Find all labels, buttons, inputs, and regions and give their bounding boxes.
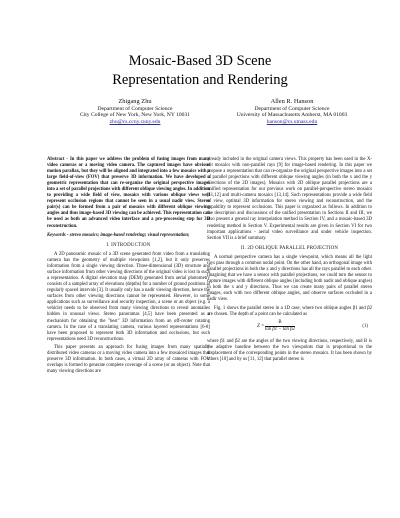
keywords: Keywords - stereo mosaics; image-based rendering; visual representation; xyxy=(47,232,190,238)
author-email-link[interactable]: hanson@cs.umass.edu xyxy=(266,118,318,125)
equation-lhs: Z = xyxy=(257,324,265,330)
paper-title-line2: Representation and Rendering xyxy=(112,72,288,88)
author-name: Zhigang Zhu xyxy=(118,98,152,105)
body-paragraph: where β1 and β2 are the angles of the two viewing directions, respectively, and B is the adaptive baseline between the two viewpoints that is proportional to the displacement of the corresponding points in the stereo mosaics. It has been shown by others [10] and by us [11, 12] that parallel stereo is xyxy=(207,339,372,363)
equation-fraction xyxy=(265,320,295,333)
author-dept: Department of Computer Science xyxy=(97,105,173,112)
author-name: Allen R. Hanson xyxy=(270,98,314,105)
abstract: Abstract - In this paper we address the problem of fusing images from many video cameras or a moving video camera. The captured images have obvious motion parallax, but they will be aligned and integrated into a few mosaics with a large field-of-view (FOV) that preserve 3D information. We have developed a geometric representation that can re-organize the original perspective images into a set of parallel projections with different oblique viewing angles. In addition to providing a wide field of view, mosaics with various oblique views well represent occlusion regions that cannot be seen in a usual nadir view. Stereo pair(s) can be formed from a pair of mosaics with different oblique viewing angles and thus image-based 3D viewing can be achieved. This representation can be used as both an advanced video interface and a pre-processing step for 3D reconstruction. xyxy=(47,157,210,229)
author-block-2 xyxy=(212,99,372,125)
body-paragraph: A normal perspective camera has a single viewpoint, which means all the light rays pass through a common nodal point. On the other hand, an orthogonal image with parallel projections in both the x and y directions has all the rays parallel to each other. Imagining that we have a sensor with parallel projections, we could turn the sensor to capture images with different oblique angles (including both nadir and oblique angles) in both the x and y directions. Thus we can create many pairs of parallel stereo images, each with two different oblique angles, and observe surfaces occluded in a nadir view. xyxy=(207,255,372,303)
author-affiliation: University of Massachusetts Amherst, MA 01003 xyxy=(236,112,348,119)
equation-number: (1) xyxy=(362,324,368,330)
body-paragraph: A 2D panoramic mosaic of a 3D scene generated from video from a translating camera has the geometry of multiple viewpoints [1,2], but it only preserves information from a single viewing direction. Three-dimensional (3D) structure and surface information from other viewing directions of the original video is lost in such a representation. A digital elevation map (DEM) generated from aerial photometry consists of a sampled array of elevations (depths) for a number of ground positions at regularly spaced intervals [3]. It usually only has a nadir viewing direction, hence the surfaces from other viewing directions cannot be represented. However, in some applications such as surveillance and security inspection, a scene or an object (e.g. a vehicle) needs to be observed from many viewing directions to reveal anomalies hidden in unusual views. Stereo panoramas [4,5] have been presented as a mechanism for obtaining the "best" 3D information from an off-center rotating camera. In the case of a translating camera, various layered representations [6-8] have been proposed to represent both 3D information and occlusions, but such representations need 3D reconstructions. xyxy=(47,252,210,342)
equation-denominator: tan β1 − tan β2 xyxy=(265,327,295,333)
left-column xyxy=(47,157,210,378)
paper-title-line1: Mosaic-Based 3D Scene xyxy=(128,53,272,69)
right-column xyxy=(207,157,372,366)
section-heading-oblique-projection: II. 2D OBLIQUE PARALLEL PROJECTION xyxy=(240,245,339,251)
equation-1 xyxy=(207,320,372,336)
author-dept: Department of Computer Science xyxy=(254,105,330,112)
author-email-link[interactable]: zhu@cs.ccny.cuny.edu xyxy=(109,118,161,125)
equation-numerator: B xyxy=(265,320,295,327)
body-paragraph: already included in the original camera views. This property has been used in the X-slit mosaics with non-parallel rays [9] for image-based rendering. In this paper we propose a representation that can re-organize the original perspective images into a set of parallel projections with different oblique viewing angles (in both the x and the y directions of the 2D images). Mosaics with 2D oblique parallel projections are a unified representation for our previous work on parallel-perspective stereo mosaics [11,12] and multi-camera mosaics [13,14]. Such representations provide a wide field of view, optimal 3D information for stereo viewing and reconstruction, and the capability to represent occlusions. This paper is organized as follows. In addition to the description and discussions of the unified presentation in Sections II and III, we also present a general ray interpolation method in Section IV, and a mosaic-based 3D rendering method in Section V. Experimental results are given in Section VI for two important applications - aerial video surveillance and under vehicle inspection. Section VII is a brief summary. xyxy=(207,157,372,241)
author-affiliation: City College of New York, New York, NY 10031 xyxy=(79,112,191,119)
author-block-1 xyxy=(55,99,215,125)
body-paragraph: Fig. 1 shows the parallel stereo in a 1D case, where two oblique angles β1 and β2 are chosen. The depth of a point can be calculated as xyxy=(207,305,372,317)
section-heading-introduction: I. INTRODUCTION xyxy=(106,242,151,248)
body-paragraph: This paper presents an approach for fusing images from many spatially distributed video cameras or a moving video camera into a few mosaiced images that preserve 3D information. In both cases, a virtual 2D array of cameras with FOV overlaps is formed to generate complete coverage of a scene (or an object). Note that many viewing directions are xyxy=(47,345,210,375)
